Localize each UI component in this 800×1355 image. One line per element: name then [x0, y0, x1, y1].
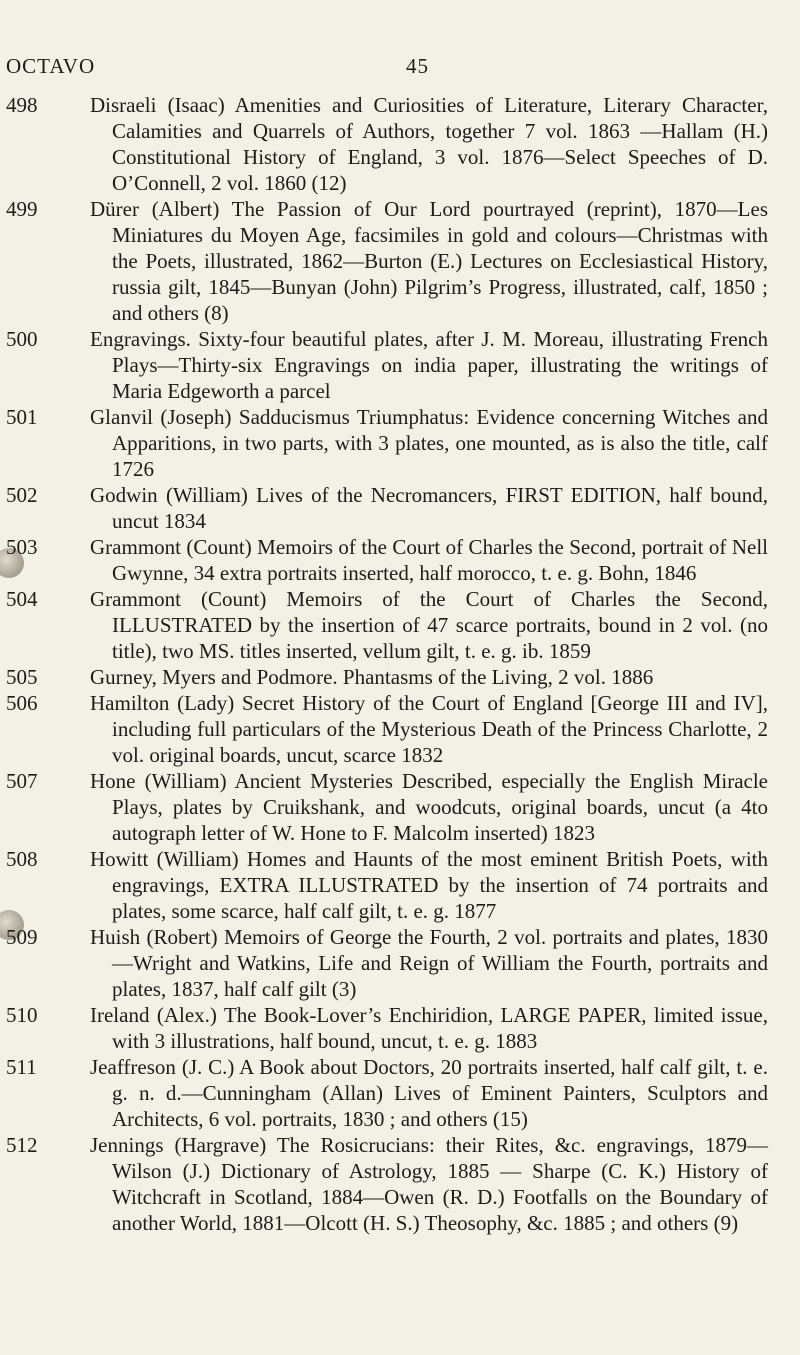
- lot-entry: [0, 846, 800, 924]
- lot-entry: [0, 768, 800, 846]
- lot-description: Disraeli (Isaac) Amenities and Curiosities of Literature, Literary Character, Calamities and Quarrels of Authors, together 7 vol. 1863 —Hallam (H.) Constitutional History of England, 3 vol. 1876—Select Speeches of D. O’Connell, 2 vol. 1860 (12): [90, 93, 768, 195]
- lot-entry: [0, 1054, 800, 1132]
- lot-entry: [0, 1002, 800, 1054]
- lot-description: Jennings (Hargrave) The Rosicrucians: their Rites, &c. engravings, 1879—Wilson (J.) Dictionary of Astrology, 1885 — Sharpe (C. K.) History of Witchcraft in Scotland, 1884—Owen (R. D.) Footfalls on the Boundary of another World, 1881—Olcott (H. S.) Theosophy, &c. 1885 ; and others (9): [90, 1133, 768, 1235]
- section-title: OCTAVO: [6, 54, 96, 78]
- lot-entry: [0, 534, 800, 586]
- lot-description: Jeaffreson (J. C.) A Book about Doctors, 20 portraits inserted, half calf gilt, t. e. g. n. d.—Cunningham (Allan) Lives of Eminent Painters, Sculptors and Architects, 6 vol. portraits, 1830 ; and others (15): [90, 1055, 768, 1131]
- lot-entry: [0, 690, 800, 768]
- lot-description: Grammont (Count) Memoirs of the Court of Charles the Second, portrait of Nell Gwynne, 34 extra portraits inserted, half morocco, t. e. g. Bohn, 1846: [90, 535, 768, 585]
- lot-description: Huish (Robert) Memoirs of George the Fourth, 2 vol. portraits and plates, 1830—Wright and Watkins, Life and Reign of William the Fourth, portraits and plates, 1837, half calf gilt (3): [90, 925, 768, 1001]
- lot-entry: [0, 924, 800, 1002]
- lot-description: Grammont (Count) Memoirs of the Court of Charles the Second, ILLUSTRATED by the insertion of 47 scarce portraits, bound in 2 vol. (no title), two MS. titles inserted, vellum gilt, t. e. g. ib. 1859: [90, 587, 768, 663]
- lot-number: 498: [6, 93, 38, 117]
- lot-number: 499: [6, 197, 38, 221]
- lot-entry: [0, 1132, 800, 1236]
- lot-number: 502: [6, 483, 38, 507]
- lot-number: 503: [6, 535, 38, 559]
- lot-entry: [0, 326, 800, 404]
- lot-number: 504: [6, 587, 38, 611]
- lot-number: 510: [6, 1003, 38, 1027]
- lot-list: [0, 92, 800, 1236]
- lot-description: Hone (William) Ancient Mysteries Described, especially the English Miracle Plays, plates by Cruikshank, and woodcuts, original boards, uncut (a 4to autograph letter of W. Hone to F. Malcolm inserted) 1823: [90, 769, 768, 845]
- lot-number: 505: [6, 665, 38, 689]
- lot-number: 512: [6, 1133, 38, 1157]
- lot-description: Ireland (Alex.) The Book-Lover’s Enchiridion, LARGE PAPER, limited issue, with 3 illustrations, half bound, uncut, t. e. g. 1883: [90, 1003, 768, 1053]
- lot-description: Dürer (Albert) The Passion of Our Lord pourtrayed (reprint), 1870—Les Miniatures du Moyen Age, facsimiles in gold and colours—Christmas with the Poets, illustrated, 1862—Burton (E.) Lectures on Ecclesiastical History, russia gilt, 1845—Bunyan (John) Pilgrim’s Progress, illustrated, calf, 1850 ; and others (8): [90, 197, 768, 325]
- lot-number: 508: [6, 847, 38, 871]
- lot-description: Godwin (William) Lives of the Necromancers, FIRST EDITION, half bound, uncut 1834: [90, 483, 768, 533]
- lot-description: Engravings. Sixty-four beautiful plates, after J. M. Moreau, illustrating French Plays—Thirty-six Engravings on india paper, illustrating the writings of Maria Edgeworth a parcel: [90, 327, 768, 403]
- lot-description: Gurney, Myers and Podmore. Phantasms of the Living, 2 vol. 1886: [90, 665, 654, 689]
- lot-number: 506: [6, 691, 38, 715]
- lot-entry: [0, 196, 800, 326]
- lot-entry: [0, 404, 800, 482]
- page-number: 45: [406, 54, 429, 78]
- lot-number: 500: [6, 327, 38, 351]
- lot-number: 507: [6, 769, 38, 793]
- lot-entry: [0, 482, 800, 534]
- lot-entry: [0, 92, 800, 196]
- lot-number: 511: [6, 1055, 37, 1079]
- lot-description: Glanvil (Joseph) Sadducismus Triumphatus: Evidence concerning Witches and Apparitions, in two parts, with 3 plates, one mounted, as is also the title, calf 1726: [90, 405, 768, 481]
- page-header: [6, 54, 766, 86]
- lot-number: 509: [6, 925, 38, 949]
- lot-description: Howitt (William) Homes and Haunts of the most eminent British Poets, with engravings, EXTRA ILLUSTRATED by the insertion of 74 portraits and plates, some scarce, half calf gilt, t. e. g. 1877: [90, 847, 768, 923]
- lot-entry: [0, 586, 800, 664]
- lot-number: 501: [6, 405, 38, 429]
- lot-description: Hamilton (Lady) Secret History of the Court of England [George III and IV], including full particulars of the Mysterious Death of the Princess Charlotte, 2 vol. original boards, uncut, scarce 1832: [90, 691, 768, 767]
- lot-entry: [0, 664, 800, 690]
